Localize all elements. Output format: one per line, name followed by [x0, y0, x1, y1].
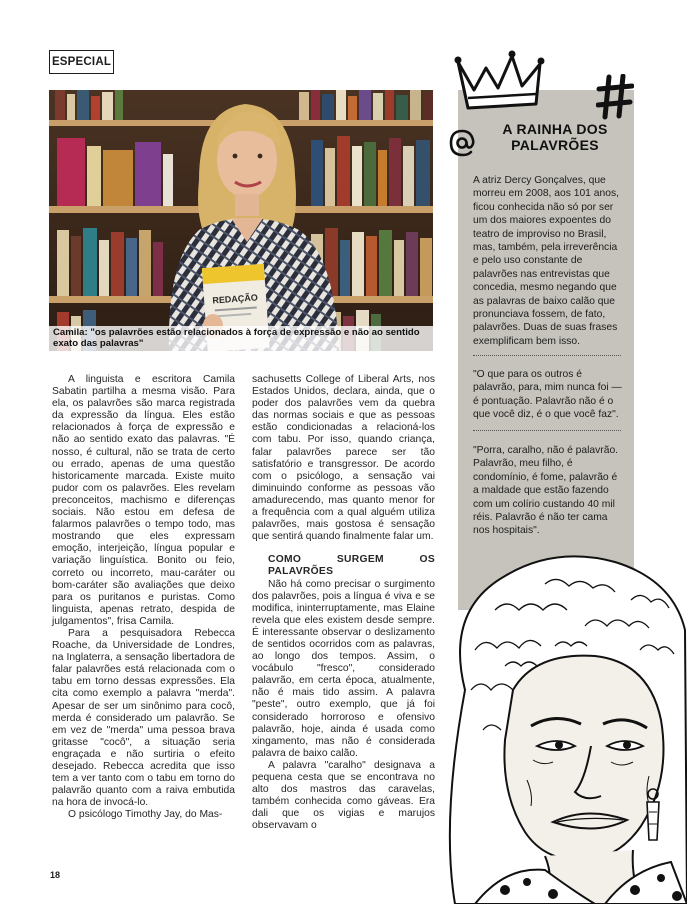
crown-icon: [452, 48, 550, 114]
article-column-2: [252, 374, 435, 832]
sidebar-intro: A atriz Dercy Gonçalves, que morreu em 2008, aos 101 anos, ficou conhecida não só por ser um dos maiores expoentes do teatro de improviso no Brasil, mas, também, pela irreverência e pelo uso constante de palavrões nas entrevistas que concedia, mesmo negando que as palavras de baixo calão que pronunciava fossem, de fato, palavrões. Duas de suas frases exemplificam bem isso.: [473, 175, 619, 347]
paragraph: A linguista e escritora Camila Sabatin partilha a mesma visão. Para ela, os palavrões são marca registrada da expressão da língua. Eles estão relacionados à força de expressão e não ao sentido exato das palavras. "É nosso, é cultural, não se trata de certo ou errado, apenas de uma questão historicamente marcada. Existe muito pudor com os palavrões. Eles revelam preconceitos, machismo e diferenças sociais. Não estou em defesa de falarmos palavrões o tempo todo, mas mostrando que eles expressam emoção, interjeição, língua popular e variação linguística. Bonito ou feio, correto ou incorreto, mau-caráter ou bom-caráter são avaliações que deixo para os puritanos e puristas. Como linguista, apenas retrato, despida de julgamentos", frisa Camila.: [52, 374, 235, 627]
page-number: 18: [50, 870, 61, 880]
sidebar-quote-1: "O que para os outros é palavrão, para, mim nunca foi — é pontuação. Palavrão não é o que você diz, é o que você faz".: [473, 369, 622, 421]
section-tag: ESPECIAL: [49, 50, 114, 74]
paragraph: sachusetts College of Liberal Arts, nos Estados Unidos, declara, ainda, que o poder dos palavrões vem da quebra das normas sociais e que as pessoas estão condicionadas a relacioná-los com tabu. Por isso, quando criança, falar palavrões parece ser tão satisfatório e transgressor. De acordo com o psicólogo, a sensação vai diminuindo conforme as pessoas vão amadurecendo, mas quanto menor for a frequência com a qual alguém utiliza palavrões, mais gostosa é sensação que sentirá quando finalmente falar um.: [252, 374, 435, 543]
photo-caption: Camila: "os palavrões estão relacionados à força de expressão e não ao sentido exato das palavras": [49, 326, 433, 351]
paragraph: Não há como precisar o surgimento dos palavrões, pois a língua é viva e se modifica, ininterruptamente, mas Elaine revela que eles existem desde sempre. É interessante observar o deslizamento de sentidos ocorridos com as palavras, ao longo dos tempos. Assim, o vocábulo "fresco", considerado palavrão, em certa época, atualmente, não é mais tido assim. A palavra "peste", outro exemplo, que já foi considerado horroroso e ofensivo palavrão, hoje, ainda é usada como xingamento, mas não é considerada palavra de baixo calão.: [252, 578, 435, 759]
sidebar-quote-2: "Porra, caralho, não é palavrão. Palavrão, meu filho, é condomínio, é fome, palavrão é a maldade que estão fazendo com um colírio custando 40 mil réis. Palavrão é não ter cama nos hospitais".: [473, 445, 619, 537]
divider: [473, 430, 621, 431]
paragraph: A palavra "caralho" designava a pequena cesta que se encontrava no alto dos mastros das caravelas, também conhecida como gáveas. Era dali que os vigias e marujos observavam o: [252, 759, 435, 832]
paragraph: Para a pesquisadora Rebecca Roache, da Universidade de Londres, na Inglaterra, a sensação libertadora de falar palavrões está relacionada com o tabu em torno dessas expressões. Ela cita como exemplo a palavra "merda". Apesar de ser um sinônimo para cocô, merda é considerado um palavrão. Se em vez de "merda" uma pessoa brava gritasse "cocô", a situação seria engraçada e não surtiria o efeito desejado. Rebecca acredita que isso tem a ver tanto com o tabu em torno do palavrão quanto com a raiva embutida na hora de invocá-lo.: [52, 627, 235, 809]
section-subheading: COMO SURGEM OS PALAVRÕES: [268, 554, 435, 578]
bookshelf-photo-illustration: [49, 90, 433, 351]
article-column-1: [52, 374, 235, 821]
paragraph: O psicólogo Timothy Jay, do Mas-: [68, 809, 223, 821]
book-title: REDAÇÃO: [212, 292, 259, 306]
caricature-illustration: [435, 540, 687, 904]
hash-icon: [596, 74, 634, 120]
at-sign-icon: [448, 128, 476, 158]
sidebar-title: A RAINHA DOS PALAVRÕES: [502, 121, 608, 153]
article-photo: [49, 90, 433, 351]
divider: [473, 355, 621, 356]
